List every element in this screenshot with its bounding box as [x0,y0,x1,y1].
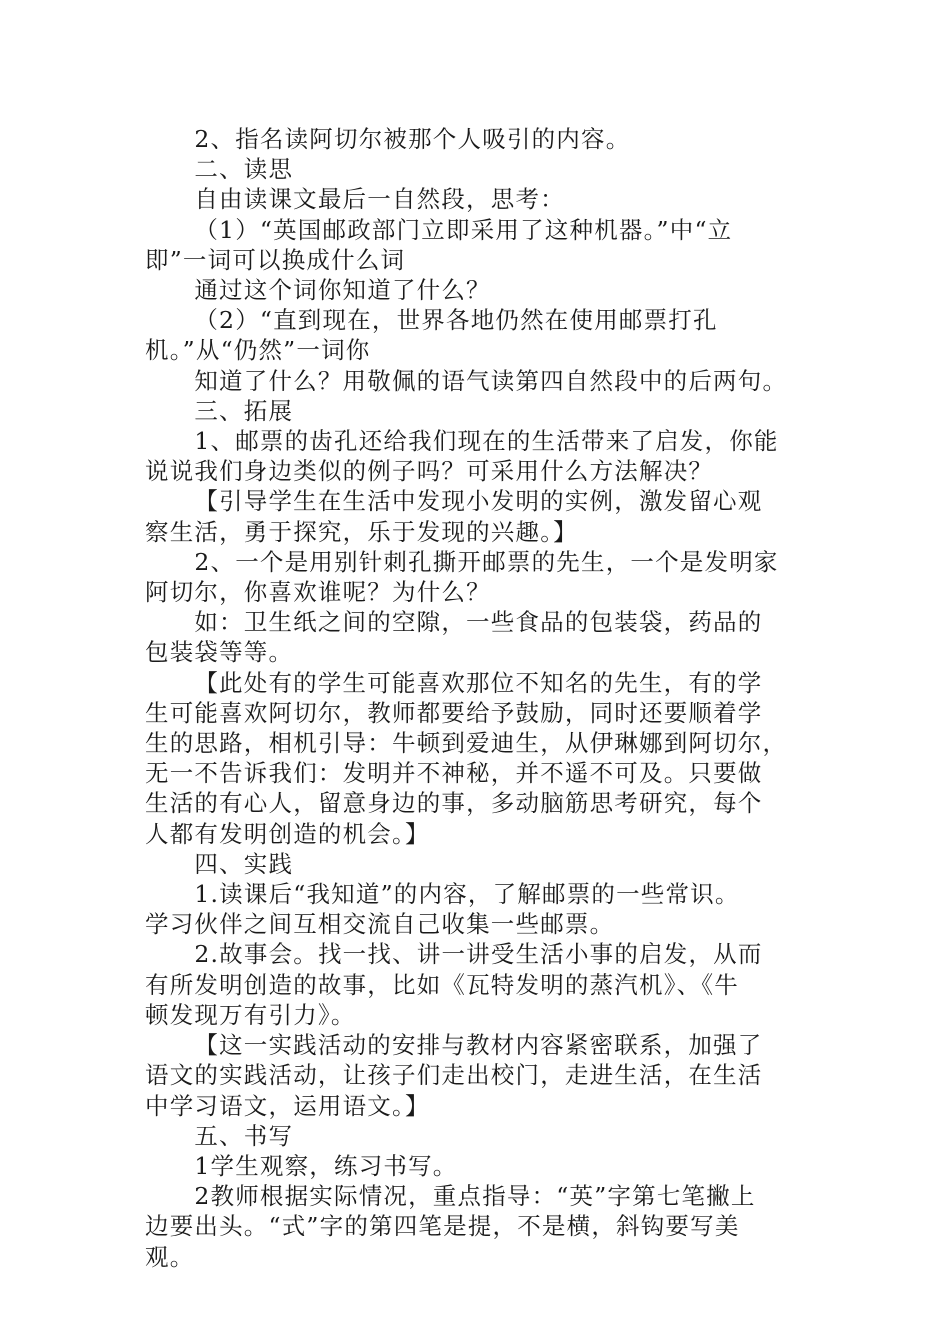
text-line: 学习伙伴之间互相交流自己收集一些邮票。 [145,910,615,939]
text-line: 顿发现万有引力》。 [145,1000,356,1029]
text-line: 四、实践 [194,849,294,878]
paragraph [145,486,805,546]
text-line: 1学生观察，练习书写。 [194,1151,458,1180]
paragraph [145,184,805,214]
text-line: 包装袋等等。 [145,638,294,667]
text-line: 如：卫生纸之间的空隙，一些食品的包装袋，药品的 [194,608,763,637]
paragraph [145,879,805,939]
text-line: 说说我们身边类似的例子吗？可采用什么方法解决？ [145,457,714,486]
paragraph [145,939,805,1030]
paragraph [145,124,805,154]
text-line: 1.读课后“我知道”的内容，了解邮票的一些常识。 [194,880,740,909]
text-line: 2.故事会。找一找、讲一讲受生活小事的启发，从而 [194,940,763,969]
text-line: 机。”从“仍然”一词你 [145,336,371,365]
text-line: 人都有发明创造的机会。】 [145,819,430,848]
text-line: 阿切尔，你喜欢谁呢？为什么？ [145,578,491,607]
paragraph [145,1151,805,1181]
text-line: 2、指名读阿切尔被那个人吸引的内容。 [194,125,631,153]
text-line: 1、邮票的齿孔还给我们现在的生活带来了启发，你能 [194,427,779,456]
section-heading [145,849,805,879]
paragraph [145,426,805,486]
text-line: 2教师根据实际情况，重点指导：“英”字第七笔撇上 [194,1182,756,1211]
paragraph [145,305,805,365]
text-line: 五、书写 [194,1121,294,1150]
document-body [145,124,805,1272]
paragraph [145,366,805,396]
section-heading [145,1121,805,1151]
text-line: 【此处有的学生可能喜欢那位不知名的先生，有的学 [194,668,763,697]
text-line: 知道了什么？用敬佩的语气读第四自然段中的后两句。 [194,366,788,395]
text-line: 边要出头。“式”字的第四笔是提，不是横，斜钩要写美 [145,1212,740,1241]
paragraph [145,668,805,849]
paragraph [145,1030,805,1121]
section-heading [145,396,805,426]
paragraph [145,1181,805,1272]
text-line: （2）“直到现在，世界各地仍然在使用邮票打孔 [194,306,718,335]
text-line: 语文的实践活动，让孩子们走出校门，走进生活，在生活 [145,1061,763,1090]
text-line: 即”一词可以换成什么词 [145,245,406,274]
text-line: 有所发明创造的故事，比如《瓦特发明的蒸汽机》、《牛 [145,970,739,999]
paragraph [145,215,805,275]
text-line: 生的思路，相机引导：牛顿到爱迪生，从伊琳娜到阿切尔， [145,729,788,758]
text-line: 二、读思 [194,155,294,184]
text-line: 自由读课文最后一自然段，思考： [194,185,565,214]
text-line: 三、拓展 [194,396,294,425]
paragraph [145,607,805,667]
text-line: （1）“英国邮政部门立即采用了这种机器。”中“立 [194,215,733,244]
text-line: 【引导学生在生活中发现小发明的实例，激发留心观 [194,487,763,516]
text-line: 观。 [145,1242,195,1271]
text-line: 生活的有心人，留意身边的事，多动脑筋思考研究，每个 [145,789,763,818]
text-line: 通过这个词你知道了什么？ [194,276,491,305]
text-line: 无一不告诉我们：发明并不神秘，并不遥不可及。只要做 [145,759,763,788]
paragraph [145,275,805,305]
text-line: 生可能喜欢阿切尔，教师都要给予鼓励，同时还要顺着学 [145,698,763,727]
text-line: 察生活，勇于探究，乐于发现的兴趣。】 [145,517,578,546]
text-line: 【这一实践活动的安排与教材内容紧密联系，加强了 [194,1031,763,1060]
text-line: 2、一个是用别针刺孔撕开邮票的先生，一个是发明家 [194,547,779,576]
section-heading [145,154,805,184]
text-line: 中学习语文，运用语文。】 [145,1091,430,1120]
paragraph [145,547,805,607]
